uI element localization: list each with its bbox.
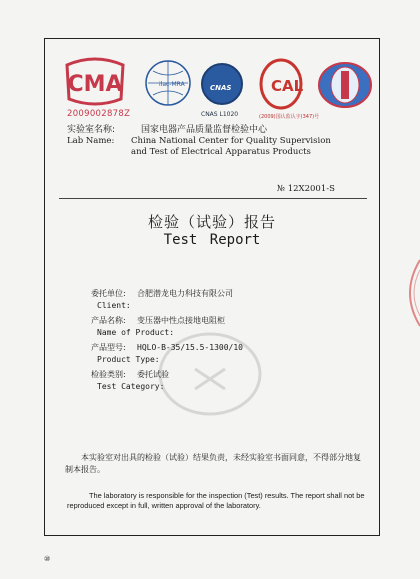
field-key: 委托单位: [91, 289, 126, 298]
field-value: 委托试验 [137, 370, 169, 379]
report-cover [44, 38, 380, 536]
field-key: 产品型号: [91, 343, 126, 352]
field-key: 产品名称: [91, 316, 126, 325]
cal-text: CAL [271, 77, 304, 95]
field-key: 检验类别: [91, 370, 126, 379]
field-key-en: Client: [97, 301, 131, 310]
report-number: № 12X2001-S [277, 184, 335, 194]
field-key-en: Test Category: [97, 382, 165, 391]
lab-name-cn [67, 125, 367, 136]
notice-en: The laboratory is responsible for the inspection (Test) results. The report shall not be reproduced except in full, written approval of the laboratory. [67, 491, 365, 510]
field-key-en: Name of Product: [97, 328, 175, 337]
cma-code: 2009002878Z [67, 109, 131, 119]
corner-mark: ⑩ [44, 555, 51, 563]
faded-seal [155, 329, 265, 423]
title-cn: 检验（试验）报告 [147, 213, 276, 231]
lab-label-en: Lab Name: [67, 136, 115, 146]
cal-code: (2009)国认监认字(347)号 [259, 114, 320, 120]
lab-value-en-line1: China National Center for Quality Supervision [131, 136, 331, 146]
field-value: 变压器中性点接地电阻柜 [137, 316, 225, 325]
divider [59, 198, 367, 199]
lab-label-cn: 实验室名称: [67, 125, 116, 135]
notice-cn: 本实验室对出具的检验（试验）结果负责，未经实验室书面同意，不得部分地复制本报告。 [65, 453, 361, 474]
lab-name-en [67, 136, 367, 158]
cnas-text: CNAS [210, 84, 232, 92]
accreditation-logos [59, 51, 373, 121]
lab-value-en-line2: and Test of Electrical Apparatus Products [131, 147, 311, 157]
title-en: Test Report [163, 232, 261, 248]
lab-info [67, 125, 367, 158]
svg-text:CMA: CMA [67, 72, 123, 97]
field-value: 合肥潜龙电力科技有限公司 [137, 289, 233, 298]
emblem-logo [317, 61, 373, 109]
field-client [91, 287, 351, 311]
ilac-text: ilac-MRA [159, 81, 185, 88]
cnas-code: CNAS L1020 [201, 111, 239, 118]
lab-value-en [131, 136, 331, 158]
red-seal-edge [398, 258, 420, 332]
cma-logo [63, 57, 127, 107]
field-key-en: Product Type: [97, 355, 160, 364]
lab-value-cn: 国家电器产品质量监督检验中心 [141, 125, 268, 135]
field-value: HQLO-B-35/15.5-1300/10 [137, 343, 243, 352]
